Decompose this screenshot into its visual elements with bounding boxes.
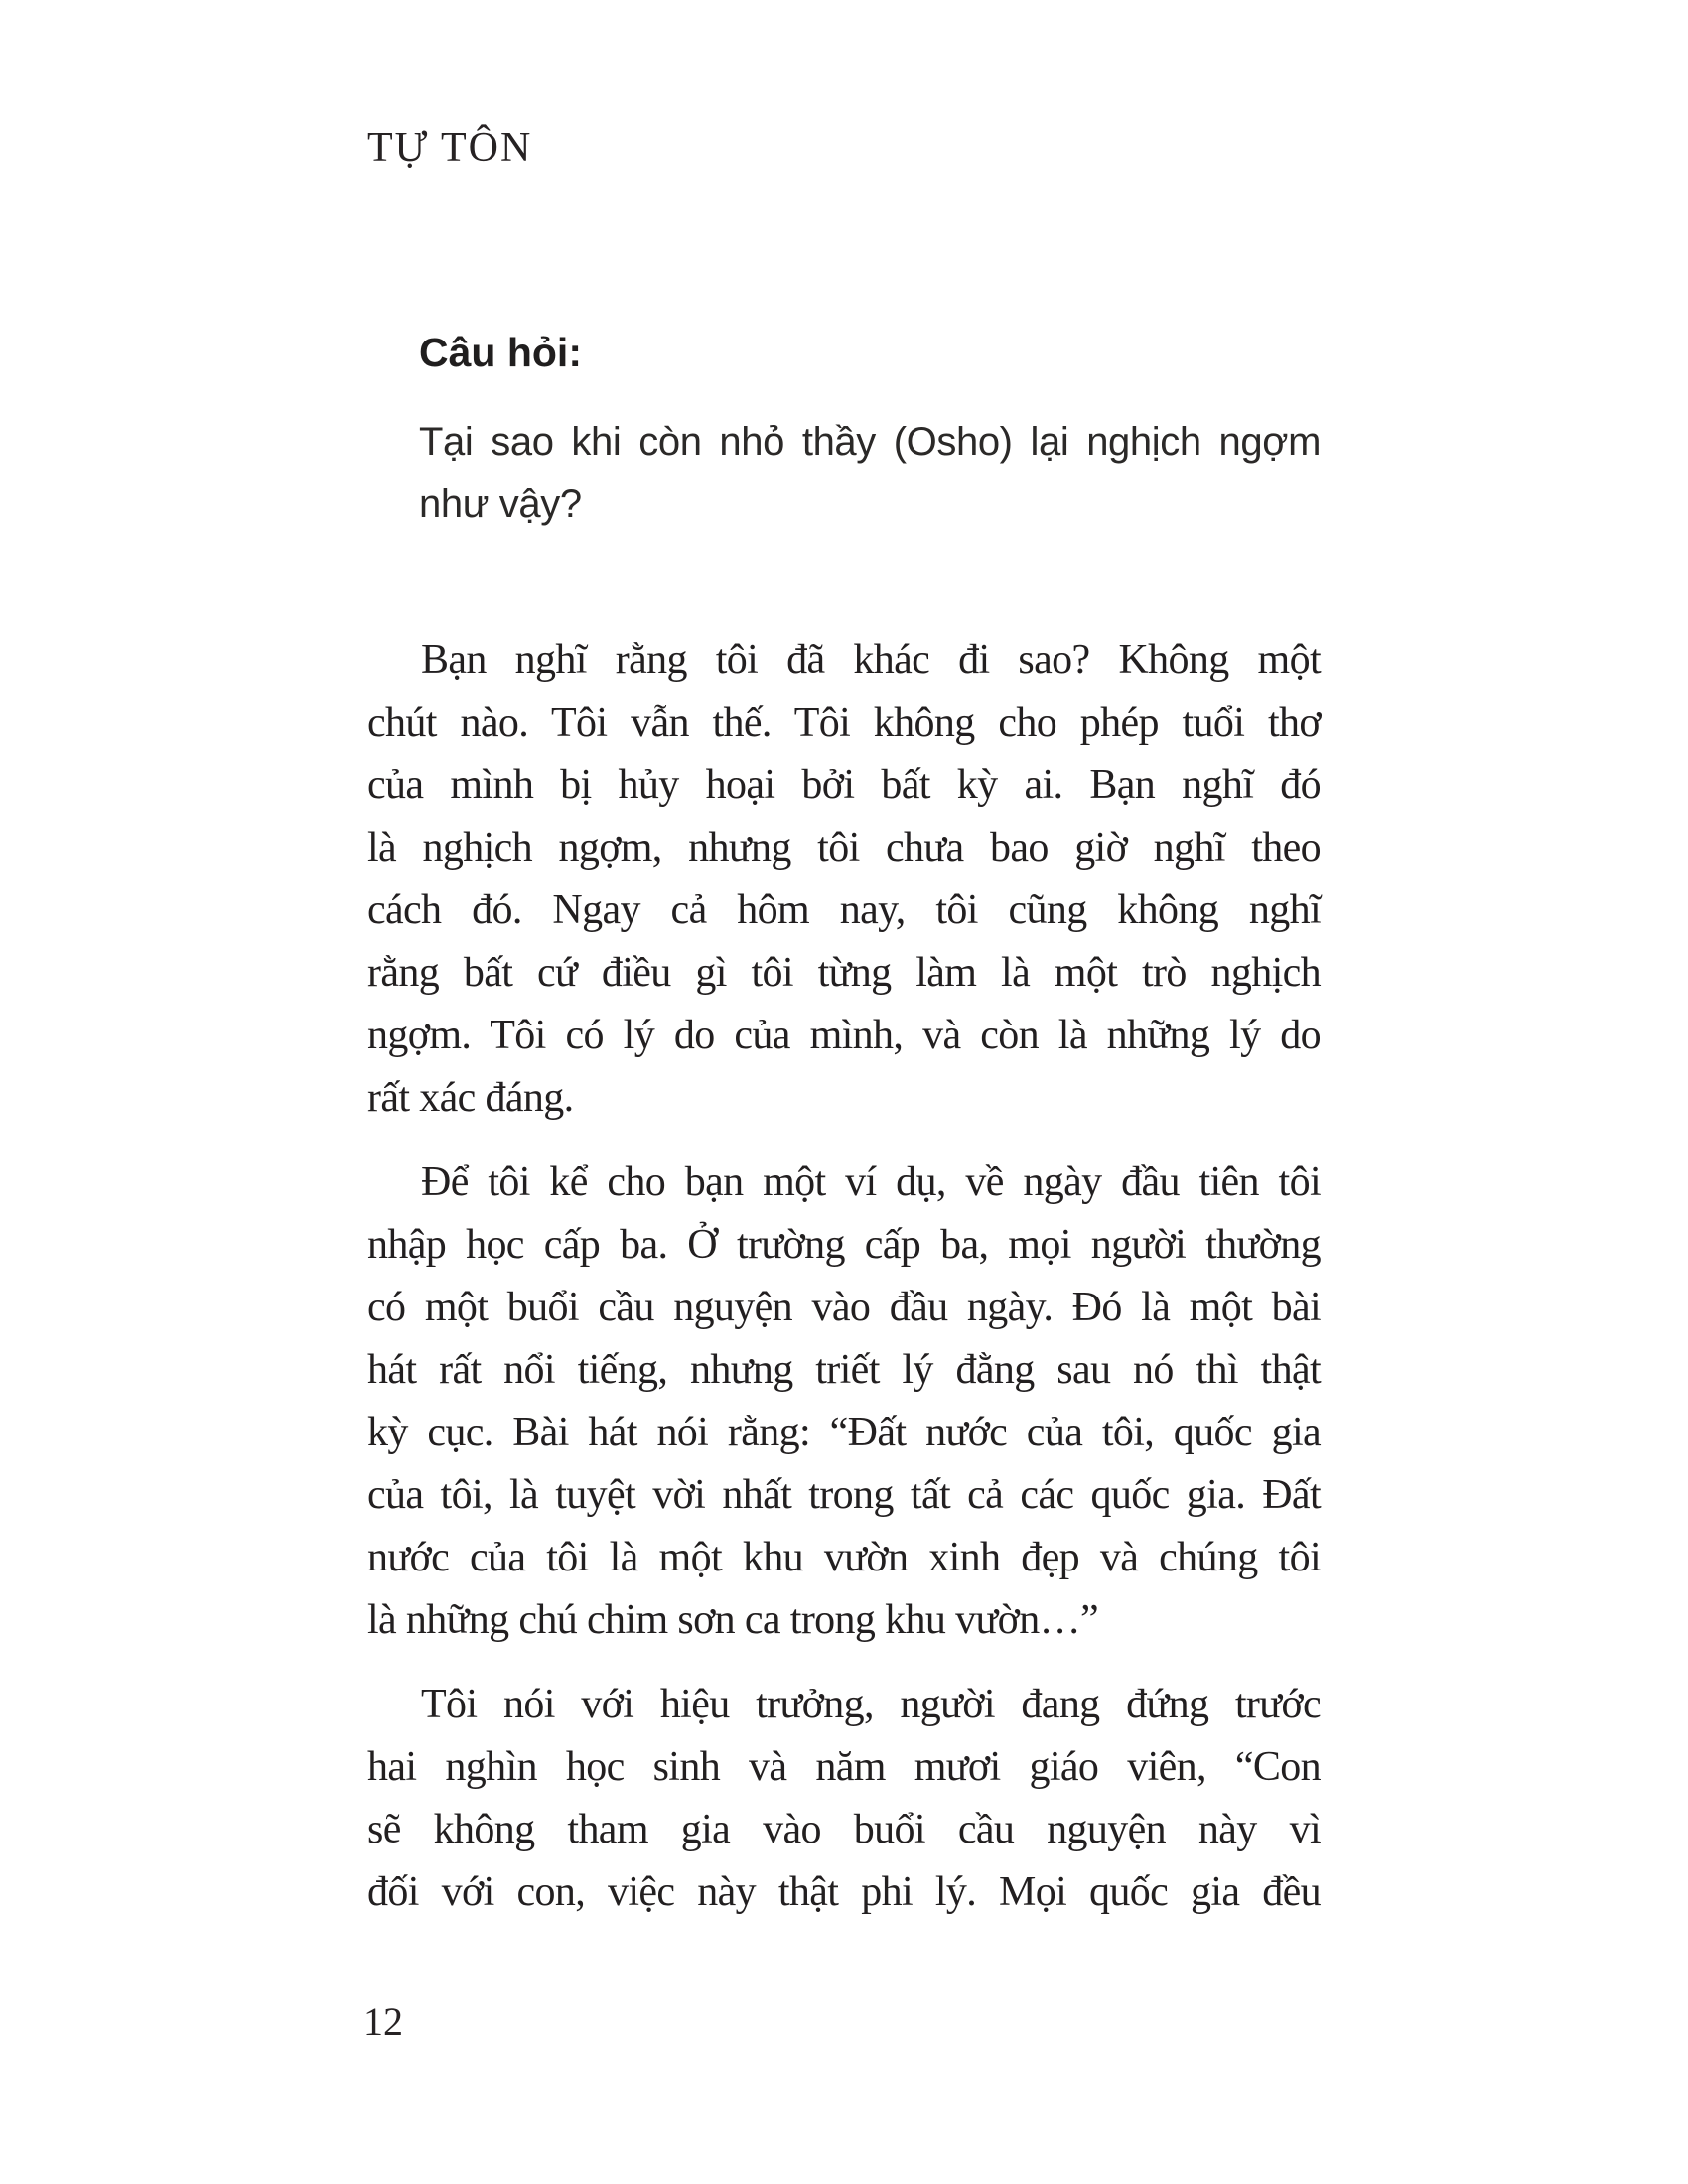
body-line: Bạn nghĩ rằng tôi đã khác đi sao? Không một xyxy=(421,637,1321,683)
body-line: của mình bị hủy hoại bởi bất kỳ ai. Bạn nghĩ đó xyxy=(367,762,1321,808)
question-line: như vậy? xyxy=(419,482,582,526)
body-line: rằng bất cứ điều gì tôi từng làm là một trò nghịch xyxy=(367,950,1321,996)
paragraph xyxy=(367,1152,1321,1652)
paragraph xyxy=(367,1674,1321,1924)
body-line: hai nghìn học sinh và năm mươi giáo viên, “Con xyxy=(367,1744,1321,1790)
body-line: ngợm. Tôi có lý do của mình, và còn là những lý do xyxy=(367,1013,1321,1058)
question-line: Tại sao khi còn nhỏ thầy (Osho) lại nghịch ngợm xyxy=(419,420,1321,464)
question-label: Câu hỏi: xyxy=(419,330,582,375)
page-number: 12 xyxy=(363,1999,403,2044)
body-line: là nghịch ngợm, nhưng tôi chưa bao giờ nghĩ theo xyxy=(367,825,1321,871)
body-text xyxy=(367,629,1321,1924)
body-line: có một buổi cầu nguyện vào đầu ngày. Đó là một bài xyxy=(367,1285,1321,1330)
body-line: cách đó. Ngay cả hôm nay, tôi cũng không nghĩ xyxy=(367,887,1321,933)
question-block xyxy=(419,411,1321,536)
body-line: nhập học cấp ba. Ở trường cấp ba, mọi người thường xyxy=(367,1222,1321,1268)
body-line: là những chú chim sơn ca trong khu vườn…” xyxy=(367,1597,1098,1643)
paragraph xyxy=(367,629,1321,1130)
body-line: của tôi, là tuyệt vời nhất trong tất cả các quốc gia. Đất xyxy=(367,1472,1321,1518)
running-header: TỰ TÔN xyxy=(367,125,533,171)
body-line: nước của tôi là một khu vườn xinh đẹp và chúng tôi xyxy=(367,1535,1321,1580)
body-line: hát rất nổi tiếng, nhưng triết lý đằng sau nó thì thật xyxy=(367,1347,1321,1393)
body-line: đối với con, việc này thật phi lý. Mọi quốc gia đều xyxy=(367,1869,1321,1915)
body-line: chút nào. Tôi vẫn thế. Tôi không cho phép tuổi thơ xyxy=(367,700,1321,746)
body-line: sẽ không tham gia vào buổi cầu nguyện này vì xyxy=(367,1807,1321,1852)
body-line: Để tôi kể cho bạn một ví dụ, về ngày đầu tiên tôi xyxy=(421,1160,1321,1205)
body-line: rất xác đáng. xyxy=(367,1075,574,1121)
body-line: Tôi nói với hiệu trưởng, người đang đứng trước xyxy=(421,1682,1321,1727)
body-line: kỳ cục. Bài hát nói rằng: “Đất nước của tôi, quốc gia xyxy=(367,1410,1321,1455)
